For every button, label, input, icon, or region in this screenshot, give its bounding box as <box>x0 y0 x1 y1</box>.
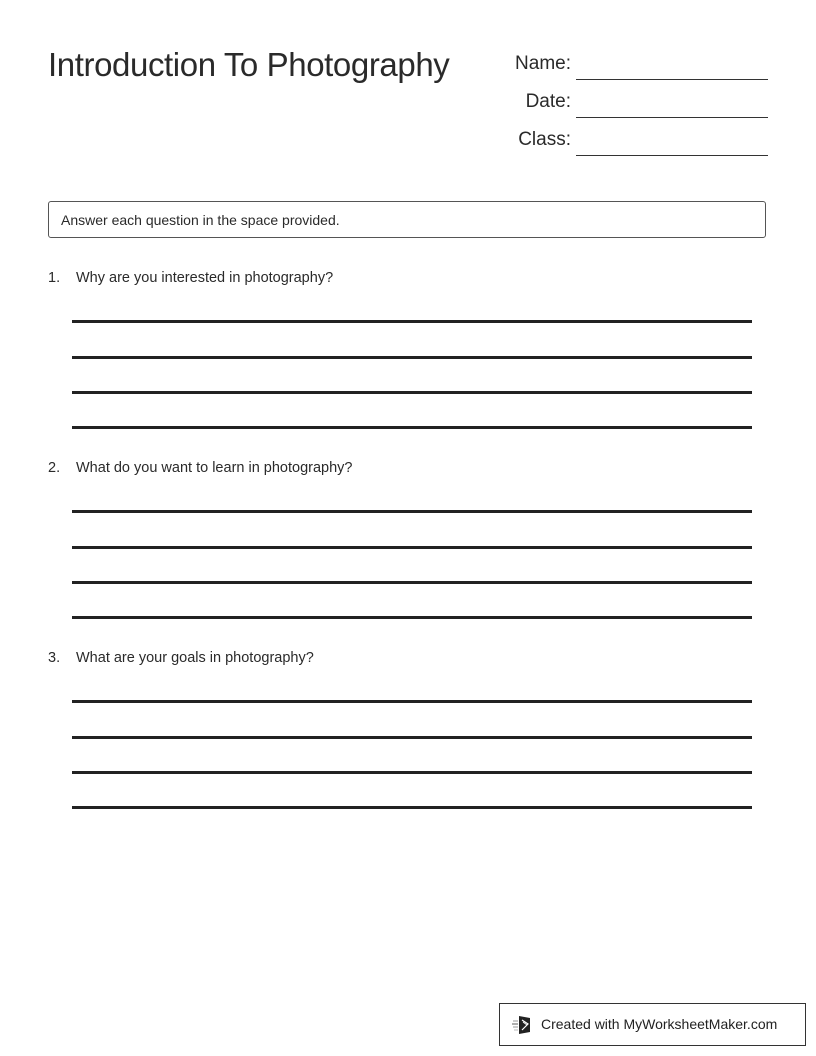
question-number: 1. <box>48 270 61 286</box>
answer-line[interactable] <box>72 700 752 703</box>
class-label: Class: <box>518 129 571 150</box>
answer-line[interactable] <box>72 546 752 549</box>
question-text: What are your goals in photography? <box>76 650 314 666</box>
answer-line[interactable] <box>72 616 752 619</box>
name-label: Name: <box>515 53 571 74</box>
badge-text: Created with MyWorksheetMaker.com <box>541 1016 778 1032</box>
question-number: 2. <box>48 460 61 476</box>
answer-line[interactable] <box>72 510 752 513</box>
answer-line[interactable] <box>72 391 752 394</box>
instructions-box <box>48 201 766 238</box>
answer-line[interactable] <box>72 356 752 359</box>
answer-line[interactable] <box>72 806 752 809</box>
answer-line[interactable] <box>72 771 752 774</box>
question-number: 3. <box>48 650 61 666</box>
answer-line[interactable] <box>72 320 752 323</box>
answer-line[interactable] <box>72 426 752 429</box>
name-field <box>500 53 768 83</box>
answer-line[interactable] <box>72 581 752 584</box>
worksheet-logo-icon <box>512 1015 534 1035</box>
date-label: Date: <box>525 91 571 112</box>
page-title: Introduction To Photography <box>48 46 450 83</box>
answer-line[interactable] <box>72 736 752 739</box>
instructions-text: Answer each question in the space provided. <box>61 212 340 228</box>
class-input-line[interactable] <box>576 155 768 156</box>
name-input-line[interactable] <box>576 79 768 80</box>
date-input-line[interactable] <box>576 117 768 118</box>
created-with-badge[interactable] <box>499 1003 806 1046</box>
question-text: Why are you interested in photography? <box>76 270 334 286</box>
date-field <box>500 91 768 121</box>
question-text: What do you want to learn in photography? <box>76 460 353 476</box>
class-field <box>500 129 768 159</box>
